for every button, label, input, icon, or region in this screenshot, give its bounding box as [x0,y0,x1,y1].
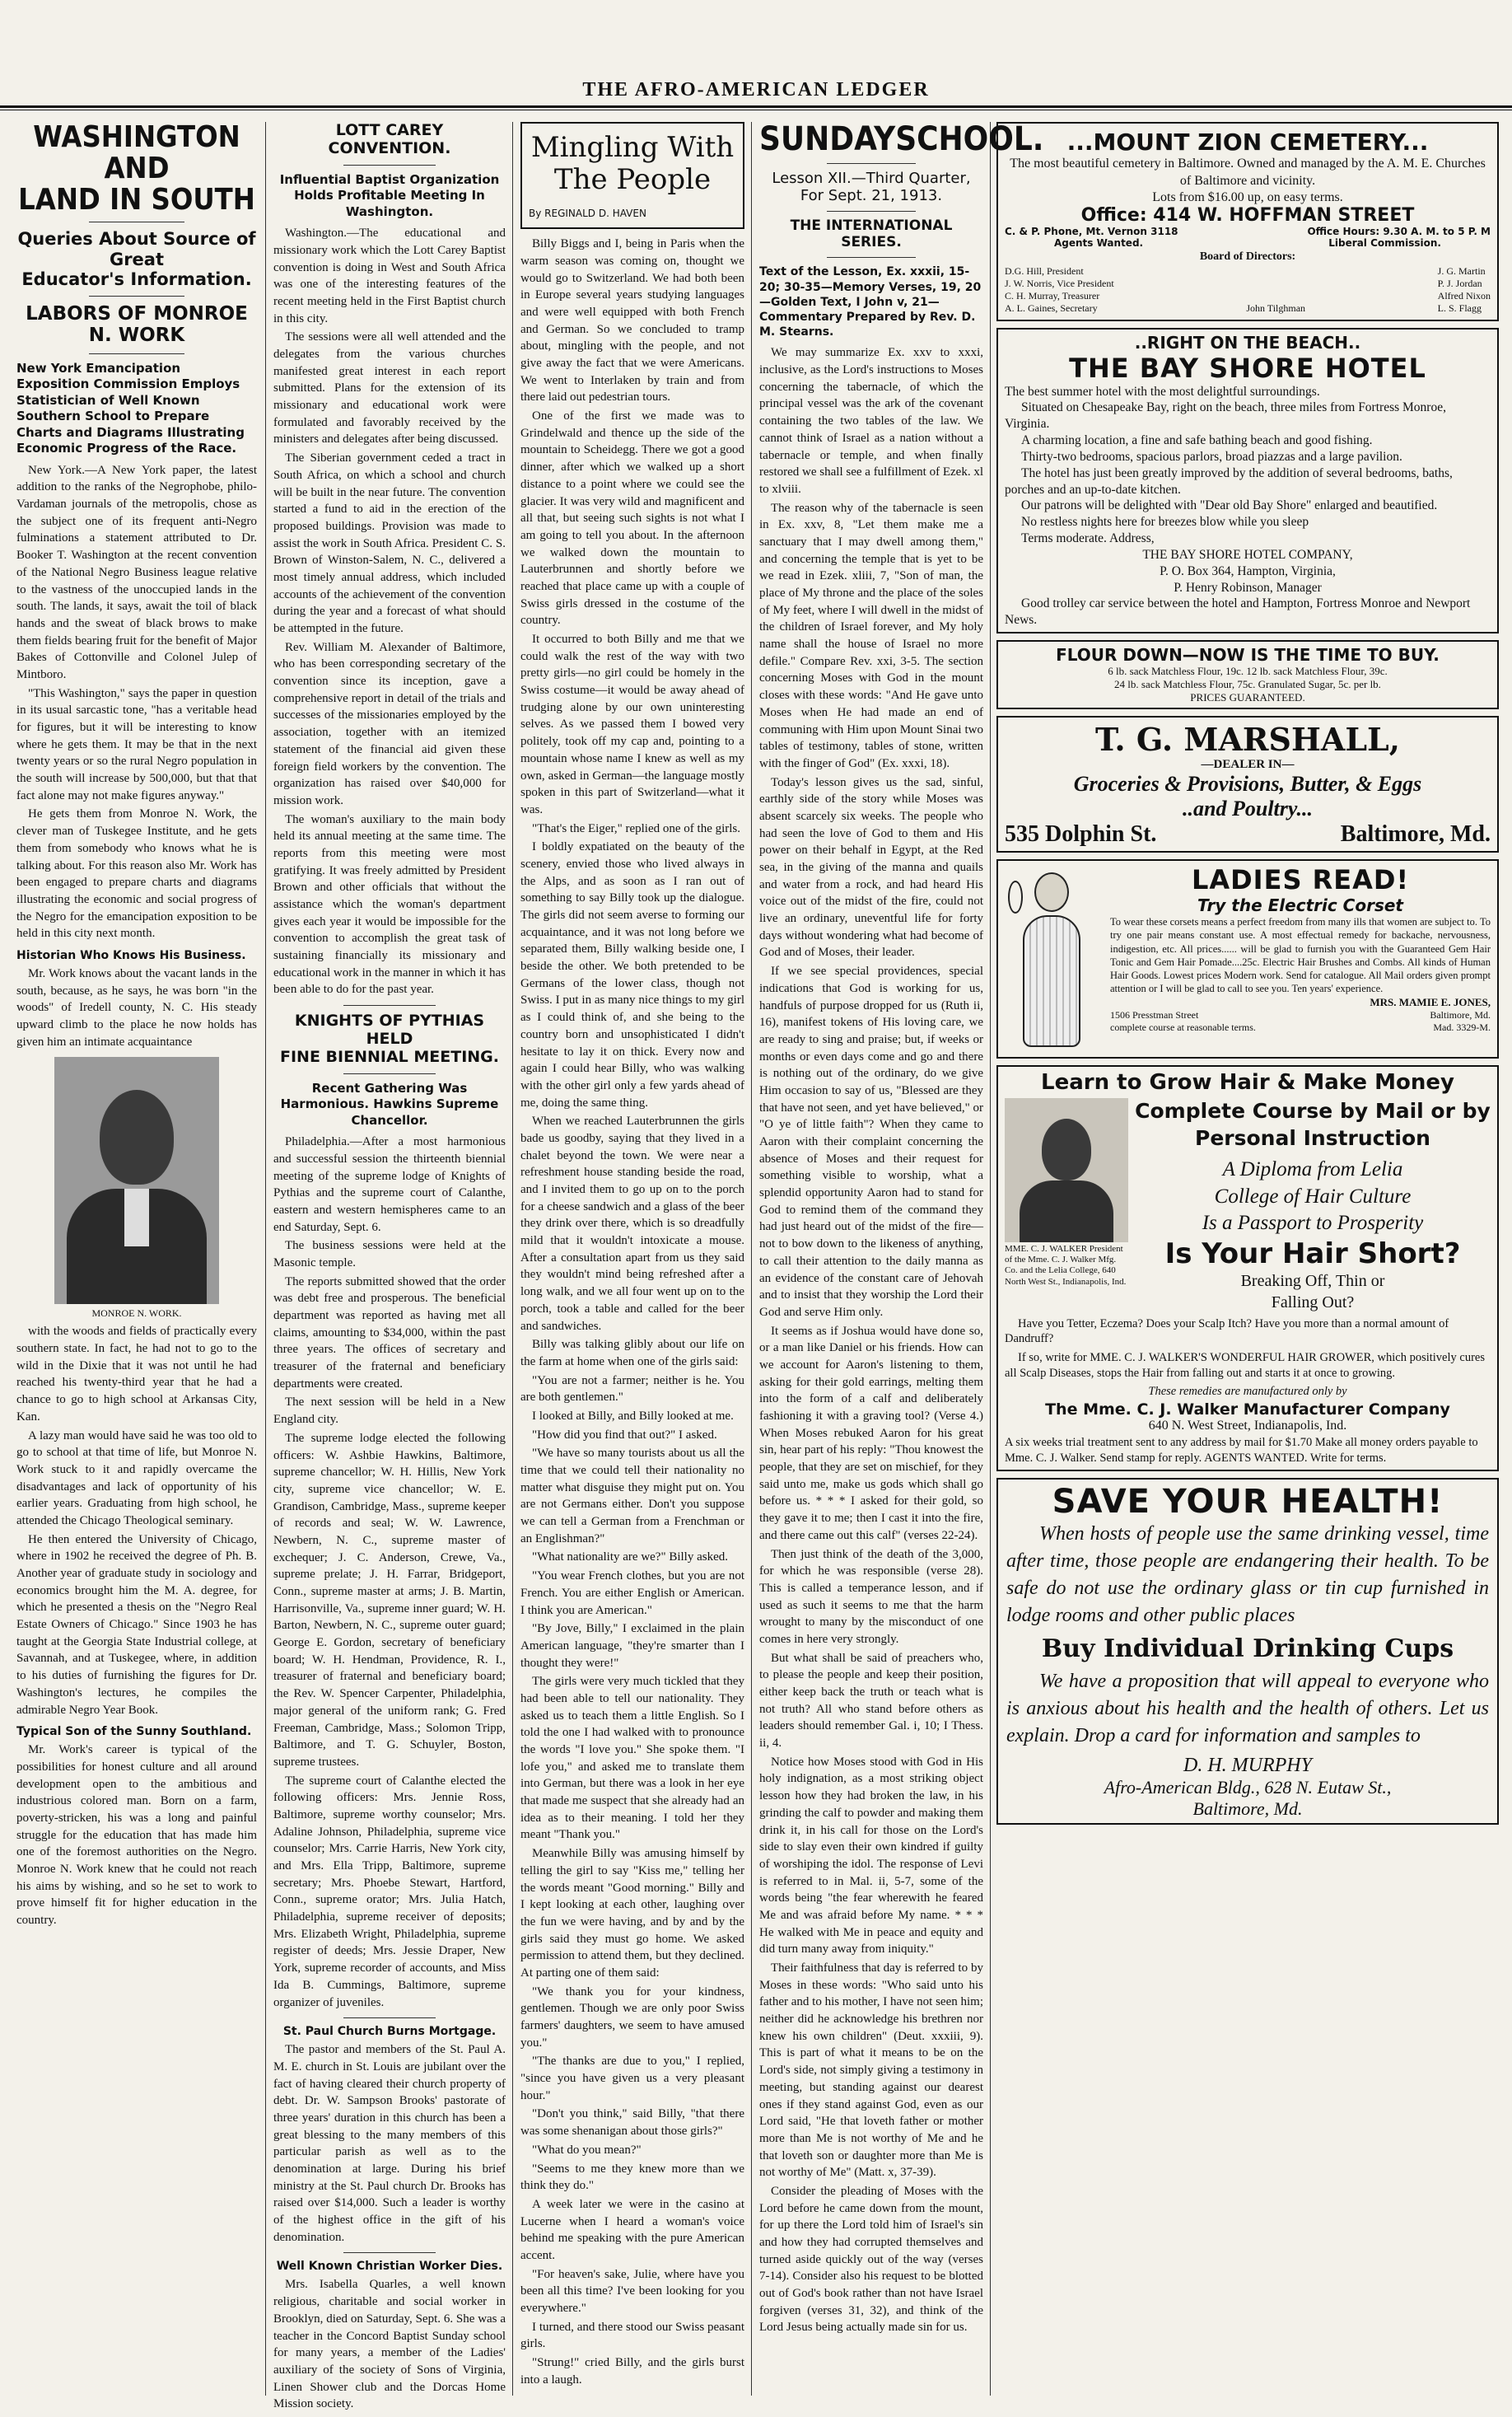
paragraph: I turned, and there stood our Swiss peasant girls. [520,2320,744,2351]
ad-name: MRS. MAMIE E. JONES, [1370,995,1491,1008]
ad-question: Is Your Hair Short? [1164,1237,1461,1270]
paragraph: "That's the Eiger," replied one of the girls. [532,821,741,835]
portrait-walker [1005,1098,1128,1242]
ad-city: Baltimore, Md. [1430,1008,1491,1021]
headline-knights-pythias [273,1012,506,1067]
paragraph: It seems as if Joshua would have done so, or a man like Daniel or his friends. How can we account for Aaron's listening to them, asking for their gold earrings, melting them into the form of a calf and deliberately fashioning it with a graving tool? (Verse 4.) When Moses rebuked Aaron for his great sin, hear part of his reply: "Thou knowest the people, that they are set on mischief, for they said unto me, make us gods which shall go before us. * * * I asked for their gold, so they gave it to me; then I cast it into the fire, and there came out this calf" (verses 22-24). [759,1324,983,1542]
headline-sunday-school [759,120,1044,158]
ad-city: Baltimore, Md. [1340,821,1491,848]
ad-title: LADIES READ! [1191,864,1410,896]
ad-line: Complete Course by Mail or by [1135,1099,1491,1124]
ad-course [1135,1098,1491,1152]
paragraph: "The thanks are due to you," I replied, "since you have given us a very pleasant hour." [520,2055,744,2102]
paragraph: Philadelphia.—After a most harmonious and successful session the thirteenth biennial meeting of the supreme lodge of Knights of Pythias and the supreme court of Calanthe, eastern and western hemispheres came to an end Saturday, Sept. 6. [273,1135,506,1234]
ad-title: THE BAY SHORE HOTEL [1069,352,1426,384]
headline-line: FINE BIENNIAL MEETING. [280,1047,499,1066]
paragraph: Meanwhile Billy was amusing himself by telling the girl to say "Kiss me," telling her the words meant "Good morning." Billy and I kept looking at each other, laughing over the fun we were having, and by and by the girls said they must go home. We asked permission to attend them, but they declined. At parting one of them said: [520,1847,744,1980]
paragraph: The Siberian government ceded a tract in South Africa, on which a school and church will be built in the near future. The convention started a fund to aid in the erection of the proposed buildings. Provision was made to assist the work in South Africa. President C. S. Brown of Winston-Salem, N. C., delivered a most timely annual address, which included accounts of the achievement of the convention during the year and a forecast of what should be attempted in the future. [273,451,506,635]
ad-title: SAVE YOUR HEALTH! [1052,1482,1444,1521]
ad-line: Have you Tetter, Eczema? Does your Scalp Itch? Have you more than a normal amount of Dandruff? [1005,1316,1449,1346]
paragraph: "This Washington," says the paper in question in its usual sarcastic tone, "has a veritable head for figures, but it will be interesting to know where he gets them. It may be that in the next twenty years or so the rural Negro population in the south will increase by 500,000, but that that fact alone may not make figures anyway." [16,686,257,802]
headline-washington [16,122,257,215]
ad-title: T. G. MARSHALL, [1094,721,1401,759]
photo-caption: MME. C. J. WALKER President of the Mme. C. J. Walker Mfg. Co. and the Lelia College, 640 North West St., Indianapolis, Ind. [1005,1244,1127,1287]
ad-diploma [1135,1157,1491,1237]
portrait-monroe-work [54,1057,219,1304]
ad-line: A charming location, a fine and safe bathing beach and good fishing. [1021,433,1373,448]
ad-mount-zion [996,122,1499,321]
ad-line: Falling Out? [1271,1293,1355,1311]
ad-breaking [1135,1270,1491,1313]
story-title-box [520,122,744,229]
headline-line: KNIGHTS OF PYTHIAS HELD [294,1012,485,1048]
deck-exposition: New York Emancipation Exposition Commission Employs Statistician of Well Known Southern School to Prepare Charts and Diagrams Illustrating Economic Progress of the Race. [16,360,245,456]
paragraph: "Strung!" cried Billy, and the girls burst into a laugh. [520,2356,744,2387]
paragraph: Billy was talking glibly about our life on the farm at home when one of the girls said: [520,1338,744,1368]
paragraph: Mr. Work's career is typical of the possibilities for honest culture and all around development open to the ambitious and industrious colored man. Born on a farm, poverty-stricken, his was a long and painful struggle for the education that has made him one of the foremost authorities on the Negro. Monroe N. Work knew that he could not reach his aims by wishing, and so he set to work to prove himself fit for higher education in the country. [16,1743,257,1928]
ad-pretitle: ..RIGHT ON THE BEACH.. [1134,332,1361,353]
paragraph: Then just think of the death of the 3,000, for which he was responsible (verse 28). This is called a temperance lesson, and if used as such it seems to me that the harm wrought to many by the misconduct of one comes in here very strongly. [759,1547,983,1646]
column-lott-carey [273,121,506,2411]
headline-word: SCHOOL. [895,120,1044,158]
paragraph: "You are not a farmer; neither is he. You are both gentlemen." [520,1373,744,1405]
ad-cups: Buy Individual Drinking Cups [1041,1634,1454,1664]
ad-line: Good trolley car service between the hotel and Hampton, Fortress Monroe and Newport News. [1005,596,1471,628]
headline-line: WASHINGTON AND [33,120,240,185]
deck-lesson: Text of the Lesson, Ex. xxxii, 15-20; 30-35—Memory Verses, 19, 20—Golden Text, I John v, 21—Commentary Prepared by Rev. D. M. Stearns. [759,265,982,339]
subhead-line: Educator's Information. [21,269,252,289]
ad-line: College of Hair Culture [1214,1185,1412,1208]
paragraph: Notice how Moses stood with God in His holy indignation, as a most striking object lesson how they had broken the law, in his grinding the calf to powder and making them drink it, in his call for those on the Lord's side to slay even their own kindred if guilty of worshiping the idol. The response of Levi is referred to in Mal. ii, 5-7, some of the words being "the fear wherewith he feared Me and was afraid before My name. * * * He walked with Me in peace and equity and did turn many away from iniquity." [759,1755,983,1957]
ad-note: complete course at reasonable terms. [1110,1021,1256,1033]
ad-manager: P. Henry Robinson, Manager [1174,580,1322,595]
masthead: THE AFRO-AMERICAN LEDGER [582,79,930,101]
ad-body: To wear these corsets means a perfect freedom from many ills that women are subject to. To try one pair means constant use. A most effectual remedy for backache, nervousness, indigestion, etc. All prices...... will be glad to furnish you with the Guaranteed Gem Hair Tonic and Gem Hair Pomade....25c. Electric Hair Brushes and Combs. All kinds of Human Hair Goods. Lowest prices Modern work. Send for catalogue. All Mail orders given prompt attention or I will be glad to call to see you. Ten years' experience. [1110,916,1491,995]
subhead-line: Queries About Source of Great [17,229,256,269]
ad-line: Terms moderate. Address, [1021,531,1155,546]
paragraph: "You wear French clothes, but you are not French. You are either English or American. I think you are American." [520,1569,744,1617]
series-line: THE INTERNATIONAL SERIES. [790,217,953,250]
deck-knights: Recent Gathering Was Harmonious. Hawkins Supreme Chancellor. [280,1080,499,1128]
ad-poultry: ..and Poultry... [1183,797,1313,821]
paragraph: Consider the pleading of Moses with the Lord before he came down from the mount, for up there the Lord told him of Israel's sin and how they had corrupted themselves and turned aside quickly out of the way (verses 7-14). Consider also his request to be blotted out of God's book rather than not have Israel forgiven (verses 31, 32), and think of the Lord Jesus being actually made sin for us. [759,2184,983,2335]
ad-line: Lots from $16.00 up, on easy terms. [1152,189,1343,204]
ad-board: Board of Directors: [1199,250,1296,263]
paragraph: "For heaven's sake, Julie, where have you been all this time? I've been looking for you everywhere." [520,2267,744,2315]
ad-agents: Agents Wanted. [1054,236,1144,249]
ad-company: The Mme. C. J. Walker Manufacturer Company [1045,1400,1450,1419]
director: John Tilghman [1246,302,1306,314]
director: J. G. Martin [1437,264,1486,277]
ad-address: P. O. Box 364, Hampton, Virginia, [1160,563,1336,578]
subhead-typical-son: Typical Son of the Sunny Southland. [16,1725,252,1739]
ad-body: We have a proposition that will appeal to everyone who is anxious about his health and the health of others. Let us explain. Drop a card for information and samples to [1006,1671,1489,1747]
subhead-historian: Historian Who Knows His Business. [16,948,246,962]
ad-line: A Diploma from Lelia [1222,1158,1403,1181]
article-body [16,462,257,942]
paragraph: The woman's auxiliary to the main body held its annual meeting at the same time. The reports from this meeting were most gratifying. It was freely admitted by President Brown and other officials that without the assistance which the woman's department gives each year it would be impossible for the convention to accomplish the great task of sustaining financially its missionary and educational work in the manner in which it has been able to do for the past year. [273,812,506,997]
column-advertisements [996,122,1499,2404]
paragraph: The girls were very much tickled that they had been able to tell our nationality. They asked us to teach them a little English. So I told the one I had walked with to pronounce the words "I love you." She spoke them. "I lofe you," and asked me to translate them into German, but there was a look in her eye that made me suspect that she already had an idea as to their meaning. I told her they meant "Thank you." [520,1675,744,1842]
director: A. L. Gaines, Secretary [1005,302,1098,314]
article-body [16,1323,257,1718]
paragraph: The supreme court of Calanthe elected the following officers: Mrs. Jennie Ross, Baltimore, supreme worthy counselor; Mrs. Adaline Johnson, Philadelphia, supreme vice counselor; Mrs. Carrie Harris, New York city, and Mrs. Ella Tripp, Baltimore, supreme secretary; Mrs. Phoebe Stewart, Hartford, Conn., supreme orator; Mrs. Julia Hatch, Philadelphia, supreme receiver of deposits; Mrs. Elizabeth Wright, Philadelphia, supreme register of deeds; Mrs. Jessie Draper, New York, supreme recorder of accounts, and Miss Ida B. Cummings, Baltimore, supreme organizer of juveniles. [273,1774,506,2009]
ad-title: Learn to Grow Hair & Make Money [1041,1070,1454,1096]
photo-caption: MONROE N. WORK. [91,1307,182,1320]
masthead-rule [0,105,1512,110]
subhead-christian-worker: Well Known Christian Worker Dies. [276,2260,503,2274]
ad-hours: Office Hours: 9.30 A. M. to 5 P. M [1307,225,1491,237]
paragraph: "How did you find that out?" I asked. [532,1428,717,1442]
ad-subtitle: Try the Electric Corset [1197,895,1403,916]
ad-company: THE BAY SHORE HOTEL COMPANY, [1142,547,1353,562]
ad-electric-corset [996,859,1499,1059]
article-body [273,1134,506,2011]
column-rule [265,122,266,2396]
ad-address: Afro-American Bldg., 628 N. Eutaw St., [1104,1777,1392,1798]
ad-line: Thirty-two bedrooms, spacious parlors, broad piazzas and a large pavilion. [1021,449,1402,464]
paragraph: A lazy man would have said he was too old to go to school at that time of life, but Monroe N. Work stuck to it and rapidly overcame the disadvantages and lack of opportunity of his earlier years. Graduating from high school, he attended the Chicago Theological seminary. [16,1428,257,1527]
ad-line: These remedies are manufactured only by [1148,1384,1347,1398]
ad-walker-hair [996,1065,1499,1471]
byline: By REGINALD D. HAVEN [529,208,646,220]
ad-commission: Liberal Commission. [1328,236,1441,249]
ad-address: 535 Dolphin St. [1005,821,1157,848]
director: P. J. Jordan [1437,277,1482,289]
headline-line: LAND IN SOUTH [18,182,255,217]
paragraph: Their faithfulness that day is referred to by Moses in these words: "Who said unto his father and to his mother, I have not seen him; neither did he acknowledge his brethren nor knew his own children" (Deut. xxxiii, 9). This is part of what it means to be on the Lord's side, not simply giving a testimony in meeting, but standing against our dearest ones if they stand against God, even as our Lord said, "He that loveth father or mother more than Me is not worthy of Me and he that loveth son or daughter more than Me is not worthy of Me" (Matt. x, 37-39). [759,1961,983,2180]
paragraph: I boldly expatiated on the beauty of the scenery, envied those who lived always in the Alps, and as soon as I ran out of something to say Billy took up the dialogue. The girls did not seem averse to forming our acquaintance, and it was not long before we separated them, Billy walking beside one, I beside the other. We both pretended to be Germans of the lower class, though not Swiss. I put in as many nice things to my girl as I could think of, and she being to the country born and unsophisticated I didn't hesitate to lay it on thick. Every now and again I could hear Billy, who was walking with the other girl only a few yards ahead of me, doing the same thing. [520,840,744,1110]
paragraph: "What nationality are we?" Billy asked. [532,1550,729,1564]
paragraph: When we reached Lauterbrunnen the girls bade us goodby, saying that they lived in a chalet beyond the town. We were near a refreshment house standing beside the road, and I invited them to go up on to the porch for a cheese sandwich and a glass of the beer they drink over there, which is so dreadfully mild that it wouldn't intoxicate a mouse. After a consultation apart from us they said they wouldn't mind being refreshed after a long walk, and we all four went up on to the porch, took a table and called for the beer and sandwiches. [520,1115,744,1333]
ad-line: 24 lb. sack Matchless Flour, 75c. Granulated Sugar, 5c. per lb. [1114,678,1381,691]
headline-lott-carey: LOTT CAREY CONVENTION. [328,121,451,157]
paragraph: He gets them from Monroe N. Work, the clever man of Tuskegee Institute, and he gets them from somebody who knows what he is talking about. For this reason also Mr. Work has been engaged to prepare charts and diagrams illustrating the economic and social progress of the Negro for the emancipation exposition to be held in this city next month. [16,807,257,941]
ad-line: The hotel has just been greatly improved by the addition of several bedrooms, baths, porches and an up-to-date kitchen. [1005,465,1453,497]
paragraph: It occurred to both Billy and me that we could walk the rest of the way with two pretty girls—no girl could be homely in the Swiss costume—it would be away ahead of trudging alone by our own uninteresting selves. As we passed them I bowed very politely, took off my cap and, pointing to a mountain whose name I knew as well as my own, asked in German—the language mostly spoken in this part of Switzerland—what it was. [520,633,744,816]
ad-line: No restless nights here for breezes blow while you sleep [1021,515,1309,530]
paragraph: I looked at Billy, and Billy looked at me. [532,1409,734,1423]
title-line: Mingling With [530,131,735,164]
ad-phone: Mad. 3329-M. [1433,1021,1491,1033]
column-washington [16,122,257,2404]
paragraph: The business sessions were held at the Masonic temple. [273,1239,506,1269]
story-title [529,132,736,196]
column-sunday-school [759,120,1044,2404]
ad-line: If so, write for MME. C. J. WALKER'S WONDERFUL HAIR GROWER, which positively cures all Scalp Diseases, stops the Hair from falling out and starts it at once to growing. [1005,1351,1485,1381]
ad-body: When hosts of people use the same drinking vessel, time after time, those people are endangering their health. To be safe do not use the ordinary glass or tin cup furnished in lodge rooms and other public places [1006,1522,1489,1626]
ad-line: The best summer hotel with the most delightful surroundings. [1005,384,1320,399]
paragraph: Mr. Work knows about the vacant lands in the south, because, as he says, he was born "in the woods" of Iredell county, N. C. His steady upward climb to the place he now holds has given him an intimate acquaintance [16,966,257,1049]
ad-address: 1506 Presstman Street [1110,1008,1199,1021]
ad-address: 640 N. West Street, Indianapolis, Ind. [1148,1418,1347,1433]
ad-flour [996,640,1499,709]
lesson-line: Lesson XII.—Third Quarter, For Sept. 21, 1913. [772,170,971,204]
ad-line: Situated on Chesapeake Bay, right on the beach, three miles from Fortress Monroe, Virginia. [1005,400,1446,432]
paragraph: "Don't you think," said Billy, "that there was some shenanigan about those girls?" [520,2107,744,2139]
paragraph: Today's lesson gives us the sad, sinful, earthly side of the story while Moses was absent scarcely six weeks. The people who had seen the love of God to them and His power on their behalf in Egypt, at the Red sea, in the giving of the manna and quails and water from a rock, and had heard His voice out of the midst of the fire, could not live an ordinary, uneventful life for forty days without wondering what had become of God and of Moses, their leader. [759,775,983,960]
paragraph: "We have so many tourists about us all the time that we could tell their nationality no matter what disguise they might put on. You are not Germans either. Don't you suppose we can tell a German from a Frenchman or an Englishman?" [520,1447,744,1545]
directors-left [1005,265,1114,315]
ad-line: PRICES GUARANTEED. [1190,691,1305,704]
column-rule [751,122,752,2396]
director: D.G. Hill, President [1005,264,1084,277]
paragraph: We may summarize Ex. xxv to xxxi, inclusive, as the Lord's instructions to Moses concerning the tabernacle, of which the principal vessel was the ark of the covenant containing the two tables of the law. We cannot think of Israel as a nation without a tabernacle or temple, and when finally restored we shall see a fulfillment of Ezek. xl to xlviii. [759,346,983,496]
subhead-queries [16,229,257,288]
paragraph: The reports submitted showed that the order was debt free and prosperous. The beneficial department was reported as having met all claims, amounting to $34,000, within the past three years. The offices of secretary and treasurer of the fraternal and beneficiary departments were created. [273,1274,506,1391]
ad-line: Is a Passport to Prosperity [1202,1212,1424,1235]
paragraph: Billy Biggs and I, being in Paris when the warm season was coming on, thought we would go to Switzerland. We had both been in Europe several years studying languages and were well equipped with both French and German. So we concluded to tramp about, mingling with the people, and not give away the fact that we were Americans. We went to Interlaken by train and from there laid out pedestrian tours. [520,237,744,404]
paragraph: The next session will be held in a New England city. [273,1396,506,1427]
paragraph: New York.—A New York paper, the latest addition to the ranks of the Negrophobe, philo-Vardaman journals of the metropolis, chose as the subject one of its frequent anti-Negro fulminations a statement attributed to Dr. Booker T. Washington at the recent convention of the National Negro Business league relative to the vastness of the unoccupied lands in the south. The lands, it says, await the toil of black hands and the sweat of black brows to make them fields bearing fruit for the benefit of Major Bakes of Cottonville and Colonel Julep of Mintboro. [16,463,257,681]
director: C. H. Murray, Treasurer [1005,289,1100,302]
director: L. S. Flagg [1437,302,1482,314]
directors-right [1438,265,1491,315]
ad-office: Office: 414 W. HOFFMAN STREET [1080,204,1415,226]
subhead-labors: LABORS OF MONROE N. WORK [26,302,248,347]
paragraph: One of the first we made was to Grindelwald and thence up the side of the mountain to Scheidegg. There we got a good dinner, after which we walked up a short distance to a point where we could see the glacier. It was very wild and magnificent and all that, but seeing such sights is not what I am going to tell you about. In the afternoon we walked down the mountain to Lauterbrunnen and shortly before we reached that place came up with a couple of Swiss girls dressed in the costume of the country. [520,409,744,628]
paragraph: He then entered the University of Chicago, where in 1902 he received the degree of Ph. B. Another year of graduate study in sociology and economics brought him the M. A. degree, for which he presented a thesis on the "Negro Real Estate Owners of Chicago." Since 1903 he has taught at the Georgia State Industrial college, at Savannah, and at Tuskegee, where, in addition to his duties of furnishing the figures for Dr. Washington's lectures, he compiles the admirable Negro Year Book. [16,1532,257,1717]
ad-line: Breaking Off, Thin or [1240,1271,1385,1290]
article-body [273,2041,506,2246]
ad-line: Personal Instruction [1195,1125,1430,1150]
column-mingling [520,122,744,2404]
ad-line: A six weeks trial treatment sent to any address by mail for $1.70 Make all money orders payable to Mme. C. J. Walker. Send stamp for reply. AGENTS WANTED. Write for terms. [1005,1435,1478,1465]
paragraph: Washington.—The educational and missionary work which the Lott Carey Baptist convention is doing in West and South Africa was one of the interesting features of the recent meeting held in the First Baptist church in this city. [273,227,506,325]
ad-title: FLOUR DOWN—NOW IS THE TIME TO BUY. [1056,645,1440,666]
paragraph: "By Jove, Billy," I exclaimed in the plain American language, "they're smarter than I thought they were!" [520,1622,744,1670]
ad-line: The most beautiful cemetery in Baltimore. Owned and managed by the A. M. E. Churches of Baltimore and vicinity. [1010,157,1486,188]
director: J. W. Norris, Vice President [1005,277,1114,289]
director: Alfred Nixon [1437,289,1491,302]
ad-dealer: —DEALER IN— [1201,758,1295,772]
corset-figure-illustration [1005,864,1104,1054]
paragraph: Rev. William M. Alexander of Baltimore, who has been corresponding secretary of the convention since its inception, gave a comprehensive report in detail of the trials and successes of the missionaries employed by the association, together with an itemized statement of the financial aid given these foreign field workers by the convention. The organization has raised over $40,000 for mission work. [273,640,506,807]
title-line: The People [553,163,712,197]
paragraph: The pastor and members of the St. Paul A. M. E. church in St. Louis are jubilant over the fact of having cleared their church property of debt. Dr. W. Sampson Brooks' pastorate of three years' duration in this church has been a great blessing to the many members of this particular parish as well as to the denomination at large. During his brief ministry at the St. Paul church Dr. Brooks has raised over $14,000. Such a leader is worthy of the highest office in the gift of his denomination. [273,2043,506,2244]
article-body [16,965,257,1050]
paragraph: "Seems to me they knew more than we think they do." [520,2162,744,2193]
ad-goods: Groceries & Provisions, Butter, & Eggs [1073,772,1422,797]
column-rule [990,122,991,2396]
paragraph: A week later we were in the casino at Lucerne when I heard a woman's voice behind me speaking with the pure American accent. [520,2197,744,2262]
ad-bay-shore-hotel [996,328,1499,633]
paragraph: with the woods and fields of practically every southern state. In fact, he had not to go to the wild in the Dixie that it was not until he had reached his twenty-third year that he had a chance to go to high school at Arkansas City, Kan. [16,1325,257,1424]
ad-phone: C. & P. Phone, Mt. Vernon 3118 [1005,225,1178,237]
ad-name: D. H. MURPHY [1183,1755,1312,1777]
column-rule [512,122,513,2396]
ad-title: ...MOUNT ZION CEMETERY... [1066,129,1429,156]
paragraph: Mrs. Isabella Quarles, a well known religious, charitable and social worker in Brooklyn, died on Saturday, Sept. 6. She was a teacher in the Concord Baptist Sunday school for many years, a member of the Ladies' auxiliary of the society of Sons of Virginia, Linen Shower club and the Dorcas Home Mission society. [273,2278,506,2411]
paragraph: The reason why of the tabernacle is seen in Ex. xxv, 8, "Let them make me a sanctuary that I may dwell among them," and concerning the temple that is yet to be we read in Ezek. xliii, 7, "Son of man, the place of My throne and the place of the soles of My feet, where I will dwell in the midst of the children of Israel forever, and My holy name shall the house of Israel no more defile." Compare Rev. xxi, 3-5. The section concerning Moses with God in the mount closes with these words: "And He gave unto Moses when He had made an end of communing with Him upon Mount Sinai two tables of testimony, tables of stone, written with the finger of God" (Ex. xxxi, 18). [759,501,983,770]
deck-lott-carey: Influential Baptist Organization Holds Profitable Meeting In Washington. [279,171,500,219]
paragraph: The supreme lodge elected the following officers: W. Ashbie Hawkins, Baltimore, supreme chancellor; W. H. Hillis, New York city, supreme vice chancellor; W. E. Grandison, Cambridge, Mass., supreme keeper of records and seal; W. W. Lawrence, Newbern, N. C., supreme master of exchequer; J. C. Anderson, Crewe, Va., supreme prelate; J. H. Farrar, Bridgeport, Conn., supreme master at arms; J. B. Martin, Harrisonville, Va., supreme inner guard; W. H. Barton, Newbern, N. C., supreme outer guard; George E. Gordon, secretary of beneficiary board; W. H. Hendman, Providence, R. I., treasurer of fraternal and beneficiary board; the Rev. W. Spencer Carpenter, Philadelphia, major general of the uniform rank; G. Fred Freeman, Cambridge, Mass.; Solomon Tripp, Baltimore, and T. G. Schuyler, Boston, supreme trustees. [273,1431,506,1769]
ad-line: 6 lb. sack Matchless Flour, 19c. 12 lb. sack Matchless Flour, 39c. [1108,665,1388,678]
paragraph: "We thank you for your kindness, gentlemen. Though we are only poor Swiss farmers' daughters, we seem to have amused you." [520,1985,744,2050]
ad-city: Baltimore, Md. [1192,1798,1303,1820]
paragraph: "What do you mean?" [532,2143,642,2157]
paragraph: The sessions were all well attended and the delegates from the various churches manifested great interest in each report submitted. Plans for the extension of its missionary and educational work were formulated and favorably received by the ministers and delegates after being discussed. [273,330,506,446]
ad-save-your-health [996,1478,1499,1826]
paragraph: If we see special providences, special indications that God is working for us, handfuls of purpose dropped for us (Ruth ii, 16), manifest tokens of His loving care, we are ready to sing and praise; but, if weeks or months or even days come and go and there is nothing out of the ordinary, do we give Him occasion to say of us, "Blessed are they that have not seen, and yet have believed," or "O ye of little faith"? When they came to Aaron with their complaint concerning the absence of Moses and their request for something visible to worship, what a splendid opportunity Aaron had to stand for God to remind them of the command they had just heard out of the midst of the fire—not to bow down to the likeness of anything, to call their attention to the daily manna as an evidence of the constant care of Jehovah and to insist that they worship the Lord their God and serve Him only. [759,965,983,1319]
ad-line: Our patrons will be delighted with "Dear old Bay Shore" enlarged and beautified. [1021,498,1438,513]
article-body [273,225,506,998]
story-body [520,236,744,2388]
article-body [16,1741,257,1929]
paragraph: But what shall be said of preachers who, to please the people and keep their position, either keep back the truth or teach what is not truth? All who stand before others as leaders should remember Gal. i, 10; I Thess. ii, 4. [759,1651,983,1751]
headline-word: SUNDAY [759,120,896,158]
subhead-st-paul: St. Paul Church Burns Mortgage. [282,2025,497,2039]
article-body [273,2276,506,2413]
ad-marshall [996,716,1499,853]
lesson-body [759,344,983,2336]
